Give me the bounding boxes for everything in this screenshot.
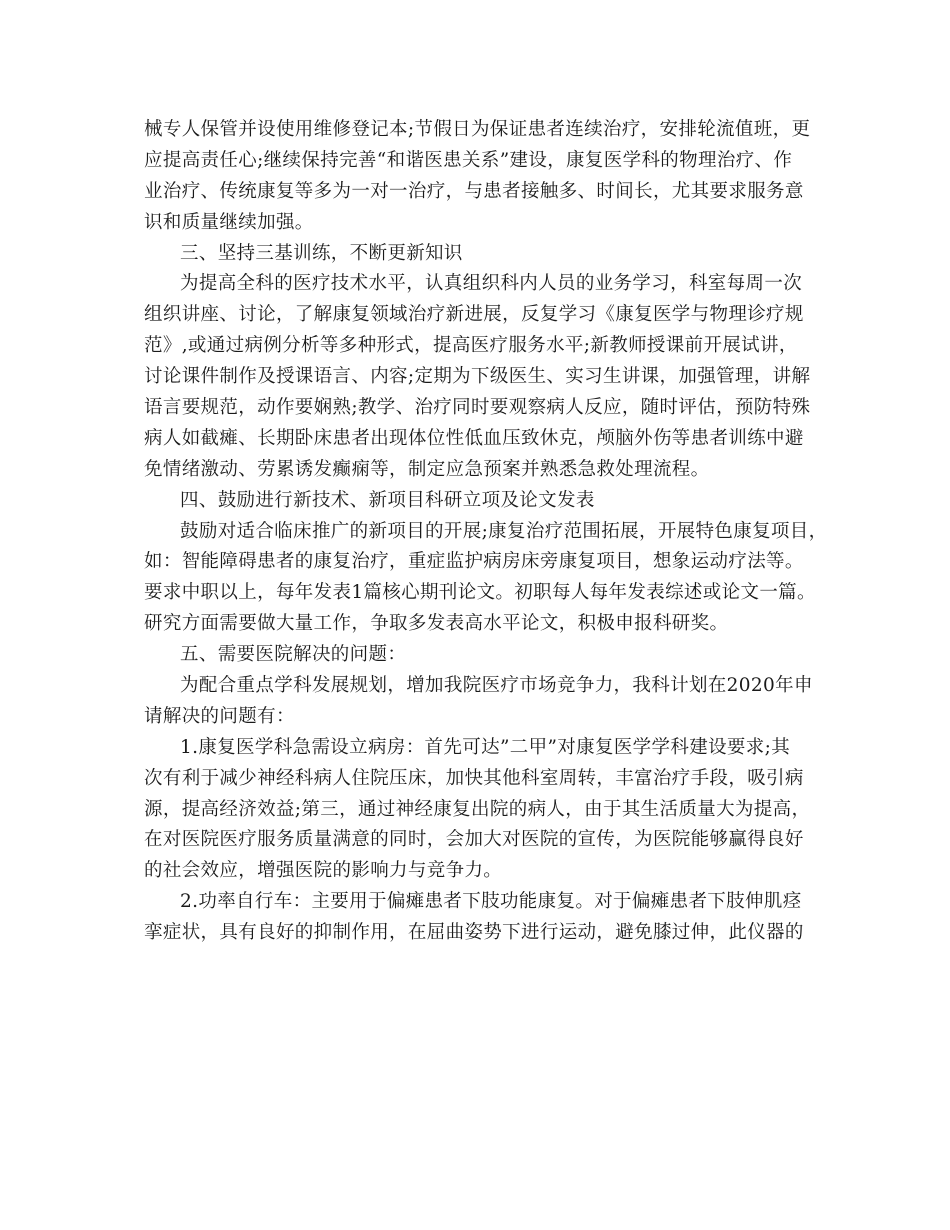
text-line: 次有利于减少神经科病人住院压床，加快其他科室周转，丰富治疗手段，吸引病 (144, 767, 804, 789)
text-line: 免情绪激动、劳累诱发癫痫等，制定应急预案并熟悉急救处理流程。 (144, 458, 710, 480)
text-line: 如：智能障碍患者的康复治疗，重症监护病房床旁康复项目，想象运动疗法等。 (144, 551, 804, 573)
text-line: 的社会效应，增强医院的影响力与竞争力。 (144, 860, 503, 882)
text-line: 病人如截瘫、长期卧床患者出现体位性低血压致休克，颅脑外伤等患者训练中避 (144, 427, 804, 449)
paragraph-first-line: 四、鼓励进行新技术、新项目科研立项及论文发表 (180, 489, 595, 511)
text-line: 组织讲座、讨论，了解康复领域治疗新进展，反复学习《康复医学与物理诊疗规 (144, 304, 804, 326)
text-line: 应提高责任心;继续保持完善“和谐医患关系”建设，康复医学科的物理治疗、作 (144, 149, 793, 171)
paragraph-first-line: 五、需要医院解决的问题： (180, 644, 407, 666)
text-line: 要求中职以上，每年发表1篇核心期刊论文。初职每人每年发表综述或论文一篇。 (144, 582, 816, 604)
text-line: 研究方面需要做大量工作，争取多发表高水平论文，积极申报科研奖。 (144, 613, 729, 635)
text-line: 在对医院医疗服务质量满意的同时，会加大对医院的宣传，为医院能够赢得良好 (144, 829, 804, 851)
text-line: 挛症状，具有良好的抑制作用，在屈曲姿势下进行运动，避免膝过伸，此仪器的 (144, 922, 804, 944)
paragraph-first-line: 1.康复医学科急需设立病房：首先可达”二甲”对康复医学学科建设要求;其 (180, 736, 791, 758)
paragraph-first-line: 2.功率自行车：主要用于偏瘫患者下肢功能康复。对于偏瘫患者下肢伸肌痉 (180, 891, 802, 913)
paragraph-first-line: 为提高全科的医疗技术水平，认真组织科内人员的业务学习，科室每周一次 (180, 273, 803, 295)
text-line: 请解决的问题有： (144, 705, 295, 727)
document-body (0, 115, 950, 949)
text-line: 械专人保管并设使用维修登记本;节假日为保证患者连续治疗，安排轮流值班，更 (144, 119, 811, 140)
text-line: 业治疗、传统康复等多为一对一治疗，与患者接触多、时间长，尤其要求服务意 (144, 180, 804, 202)
paragraph-first-line: 三、坚持三基训练，不断更新知识 (180, 242, 463, 264)
text-line: 语言要规范，动作要娴熟;教学、治疗同时要观察病人反应，随时评估，预防特殊 (144, 397, 811, 419)
text-line: 识和质量继续加强。 (144, 211, 314, 233)
paragraph-first-line: 鼓励对适合临床推广的新项目的开展;康复治疗范围拓展，开展特色康复项目， (180, 520, 828, 542)
text-line: 源，提高经济效益;第三，通过神经康复出院的病人，由于其生活质量大为提高， (144, 798, 811, 820)
paragraph-first-line: 为配合重点学科发展规划，增加我院医疗市场竞争力，我科计划在2020年申 (180, 675, 813, 697)
text-line: 讨论课件制作及授课语言、内容;定期为下级医生、实习生讲课，加强管理，讲解 (144, 366, 811, 388)
text-line: 范》,或通过病例分析等多种形式，提高医疗服务水平;新教师授课前开展试讲， (144, 335, 798, 357)
